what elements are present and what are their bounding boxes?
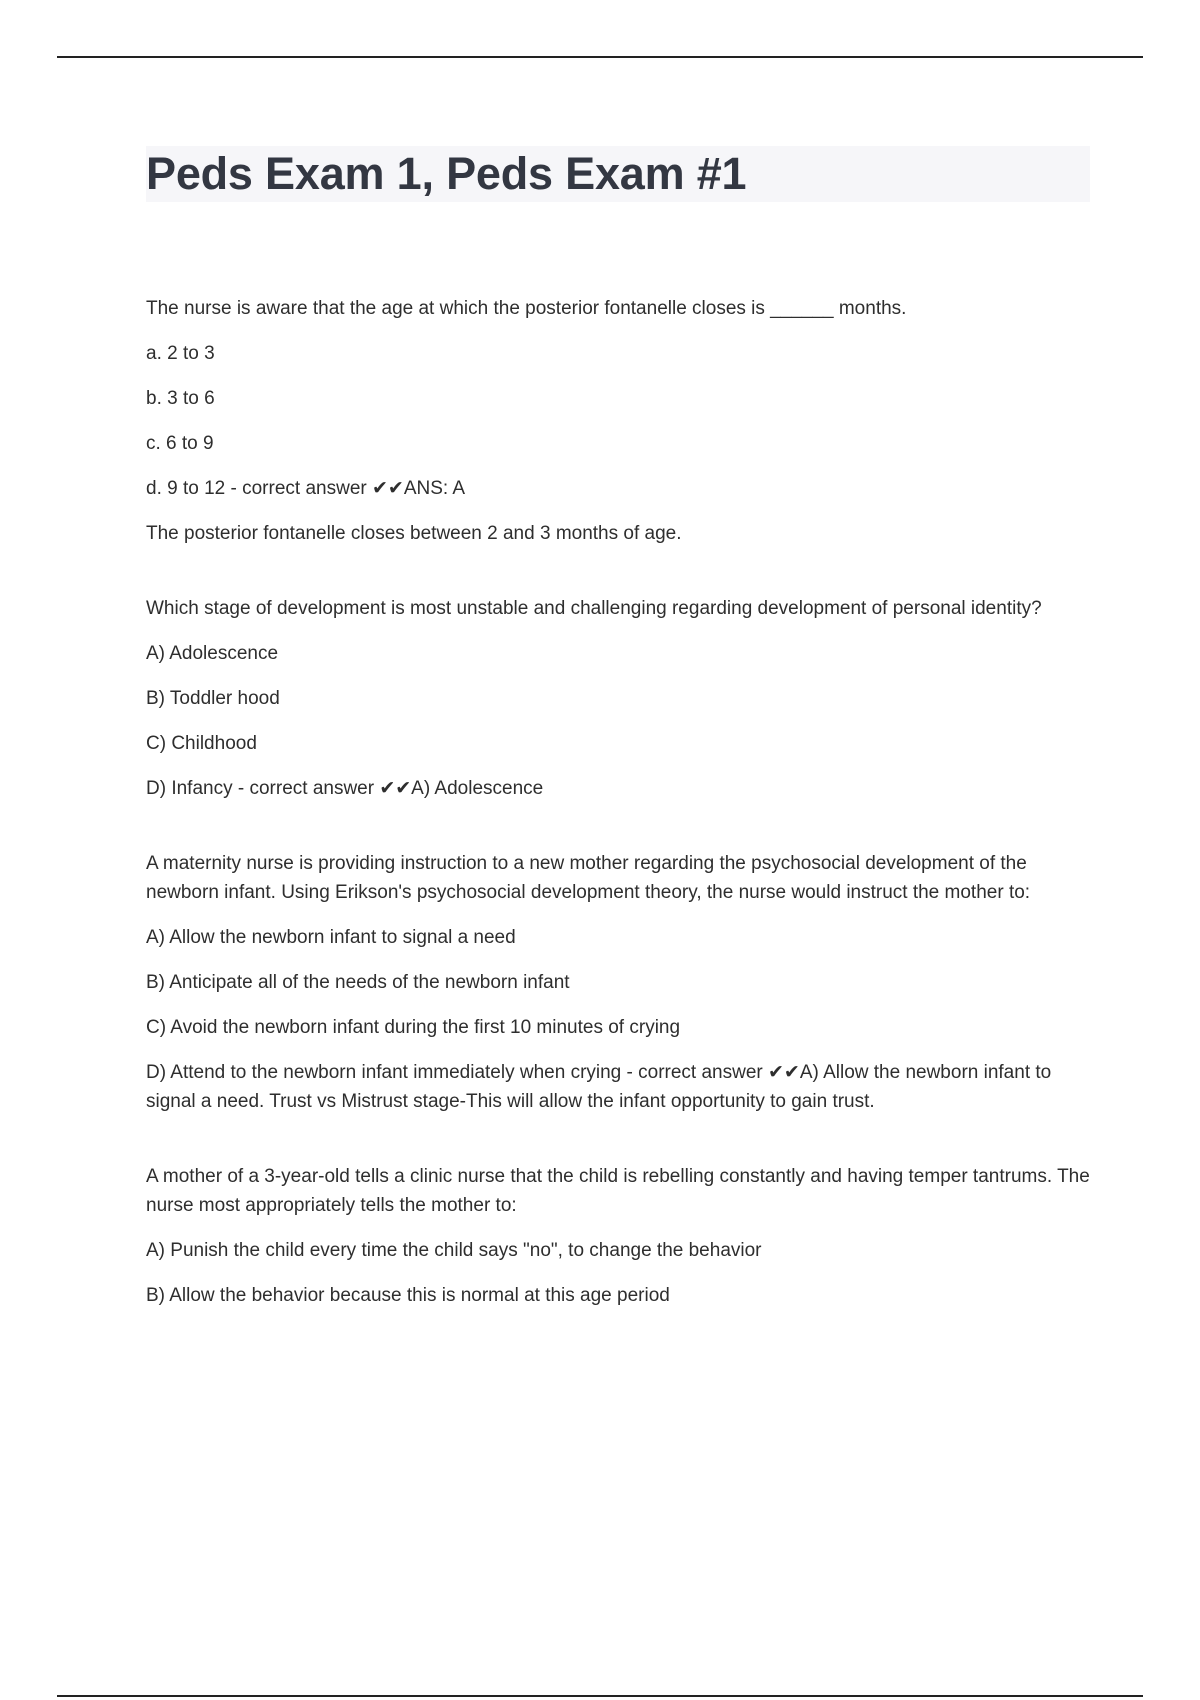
question-list [146,294,1090,1310]
answer-explanation: The posterior fontanelle closes between 2 and 3 months of age. [146,523,682,544]
answer-option-with-key: d. 9 to 12 - correct answer ✔✔ANS: A [146,478,466,499]
document-body [146,146,1090,1356]
bottom-rule [57,1695,1143,1697]
question-stem: The nurse is aware that the age at which the posterior fontanelle closes is ______ months. [146,298,907,319]
page-title: Peds Exam 1, Peds Exam #1 [146,148,747,199]
question-4 [146,1162,1090,1310]
answer-option: A) Adolescence [146,643,279,664]
answer-option-with-key: D) Infancy - correct answer ✔✔A) Adolescence [146,778,544,799]
answer-option: A) Punish the child every time the child says "no", to change the behavior [146,1240,762,1261]
answer-option: B) Anticipate all of the needs of the newborn infant [146,972,570,993]
answer-option-with-key: D) Attend to the newborn infant immediately when crying - correct answer ✔✔A) Allow the newborn infant to signal a need. Trust vs Mistrust stage-This will allow the infant opportunity to gain trust. [146,1062,1052,1112]
question-stem: A maternity nurse is providing instruction to a new mother regarding the psychosocial development of the newborn infant. Using Erikson's psychosocial development theory, the nurse would instruct the mother to: [146,853,1031,903]
question-stem: Which stage of development is most unstable and challenging regarding development of personal identity? [146,598,1042,619]
question-1 [146,294,1090,548]
question-3 [146,849,1090,1116]
title-banner [146,146,1090,202]
question-2 [146,594,1090,803]
answer-option: B) Allow the behavior because this is normal at this age period [146,1285,670,1306]
top-rule [57,56,1143,58]
answer-option: c. 6 to 9 [146,433,214,454]
answer-option: a. 2 to 3 [146,343,215,364]
answer-option: b. 3 to 6 [146,388,215,409]
answer-option: C) Childhood [146,733,257,754]
question-stem: A mother of a 3-year-old tells a clinic nurse that the child is rebelling constantly and having temper tantrums. The nurse most appropriately tells the mother to: [146,1166,1090,1216]
answer-option: B) Toddler hood [146,688,280,709]
answer-option: A) Allow the newborn infant to signal a need [146,927,516,948]
answer-option: C) Avoid the newborn infant during the first 10 minutes of crying [146,1017,681,1038]
